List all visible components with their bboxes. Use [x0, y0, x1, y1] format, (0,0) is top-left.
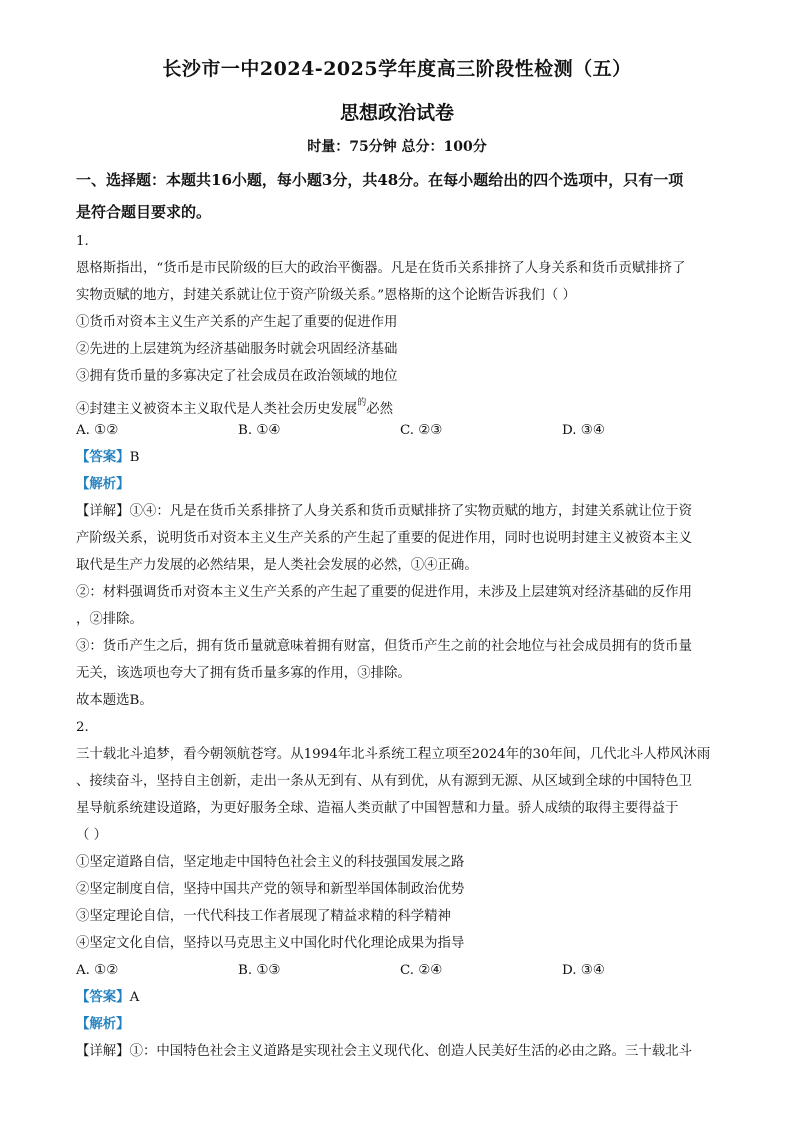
option-b: B. ①③: [238, 963, 281, 978]
detail-line: 无关，该选项也夸大了拥有货币量多寡的作用，③排除。: [76, 666, 411, 681]
statement-item: ③坚定理论自信，一代代科技工作者展现了精益求精的科学精神: [76, 909, 451, 924]
option-d: D. ③④: [562, 963, 605, 978]
question-stem-line: 三十载北斗追梦，看今朝领航苍穹。从1994年北斗系统工程立项至2024年的30年间，几代北斗人栉风沐雨: [76, 747, 711, 762]
detail-line: ③：货币产生之后，拥有货币量就意味着拥有财富，但货币产生之前的社会地位与社会成员拥有的货币量: [76, 639, 692, 654]
detail-line: [76, 1038, 724, 1065]
option-a: A. ①②: [76, 963, 119, 978]
statement-item: ①坚定道路自信，坚定地走中国特色社会主义的科技强国发展之路: [76, 855, 465, 870]
option-c: C. ②④: [400, 963, 443, 978]
document-subtitle: 思想政治试卷: [339, 102, 454, 124]
statement-item: ④坚定文化自信，坚持以马克思主义中国化时代化理论成果为指导: [76, 936, 465, 951]
detail-line: [76, 498, 724, 525]
statement-superscript: 的: [357, 398, 367, 408]
question-stem-line: （ ）: [76, 828, 108, 843]
question-stem-line: 、接续奋斗，坚持自主创新，走出一条从无到有、从有到优，从有源到无源、从区域到全球的中国特色卫: [76, 774, 692, 789]
statement-text: ④封建主义被资本主义取代是人类社会历史发展: [76, 402, 358, 417]
answer-options: [76, 957, 724, 984]
statement-item: ③拥有货币量的多寡决定了社会成员在政治领域的地位: [76, 369, 398, 384]
option-d: D. ③④: [562, 423, 605, 438]
section-heading-line: 是符合题目要求的。: [76, 203, 212, 221]
analysis-tag: 【解析】: [76, 1016, 130, 1032]
answer-line: [76, 444, 724, 471]
detail-line: ，②排除。: [76, 612, 143, 627]
detail-tag: 【详解】: [76, 504, 130, 519]
questions: [76, 228, 724, 1065]
statement-item: ②先进的上层建筑为经济基础服务时就会巩固经济基础: [76, 342, 398, 357]
detail-line: 产阶级关系，说明货币对资本主义生产关系的产生起了重要的促进作用，同时也说明封建主义被资本主义: [76, 531, 692, 546]
question-stem-line: 恩格斯指出，“货币是市民阶级的巨大的政治平衡器。凡是在货币关系排挤了人身关系和货币贡赋排挤了: [76, 261, 686, 276]
statement-item: [76, 390, 724, 417]
answer-tag: 【答案】: [76, 449, 130, 465]
answer-tag: 【答案】: [76, 989, 130, 1005]
statement-item: ①货币对资本主义生产关系的产生起了重要的促进作用: [76, 315, 398, 330]
detail-text: ①④：凡是在货币关系排挤了人身关系和货币贡赋排挤了实物贡赋的地方，封建关系就让位于资: [129, 504, 692, 519]
detail-tag: 【详解】: [76, 1044, 130, 1059]
option-c: C. ②③: [400, 423, 443, 438]
analysis-tag: 【解析】: [76, 476, 130, 492]
option-b: B. ①④: [238, 423, 281, 438]
option-a: A. ①②: [76, 423, 119, 438]
section-heading: [76, 164, 726, 228]
statement-text: 必然: [366, 402, 393, 417]
detail-text: ①：中国特色社会主义道路是实现社会主义现代化、创造人民美好生活的必由之路。三十载北斗: [129, 1044, 692, 1059]
question-number: 1.: [76, 234, 89, 249]
detail-line: 故本题选B。: [76, 693, 153, 708]
question-number: 2.: [76, 720, 89, 735]
exam-meta: 时量：75分钟 总分：100分: [307, 139, 487, 155]
answer-value: A: [129, 990, 140, 1005]
answer-value: B: [129, 450, 140, 465]
detail-line: ②：材料强调货币对资本主义生产关系的产生起了重要的促进作用，未涉及上层建筑对经济基础的反作用: [76, 585, 692, 600]
answer-line: [76, 984, 724, 1011]
analysis-line: [76, 1011, 724, 1038]
question-stem-line: 星导航系统建设道路，为更好服务全球、造福人类贡献了中国智慧和力量。骄人成绩的取得主要得益于: [76, 801, 679, 816]
statement-item: ②坚定制度自信，坚持中国共产党的领导和新型举国体制政治优势: [76, 882, 465, 897]
answer-options: [76, 417, 724, 444]
detail-line: 取代是生产力发展的必然结果，是人类社会发展的必然，①④正确。: [76, 558, 478, 573]
document-title: 长沙市一中2024-2025学年度高三阶段性检测（五）: [162, 58, 632, 80]
question-stem-line: 实物贡赋的地方，封建关系就让位于资产阶级关系。”恩格斯的这个论断告诉我们（ ）: [76, 288, 576, 303]
analysis-line: [76, 471, 724, 498]
section-heading-line: 一、选择题：本题共16小题，每小题3分，共48分。在每小题给出的四个选项中，只有一项: [76, 171, 684, 189]
